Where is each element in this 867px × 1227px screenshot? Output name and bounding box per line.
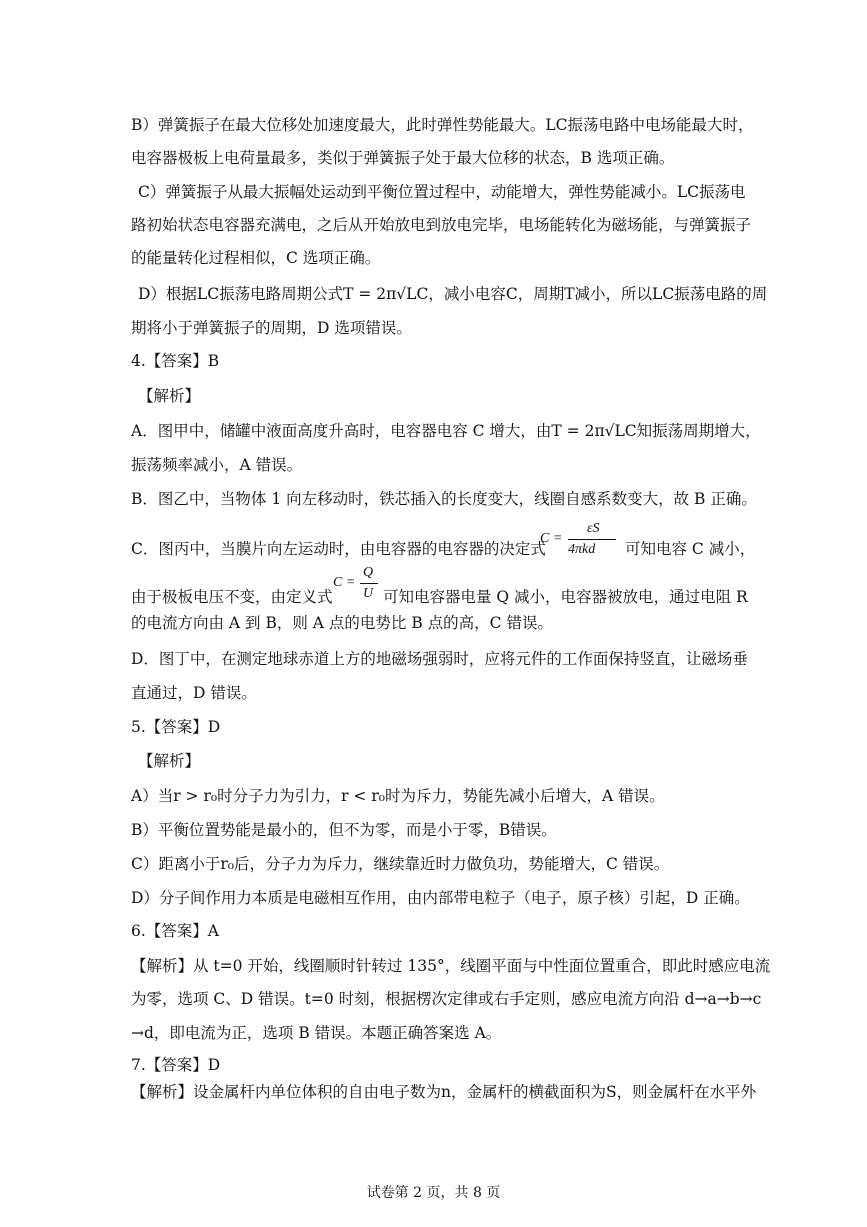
fraction-bar xyxy=(360,583,378,584)
text-line: D）根据LC振荡电路周期公式T = 2π√LC，减小电容C，周期T减小，所以LC振荡电路的周 xyxy=(138,285,768,303)
text-line: 【解析】设金属杆内单位体积的自由电子数为n，金属杆的横截面积为S，则金属杆在水平外 xyxy=(131,1083,757,1101)
answer-heading: 6.【答案】A xyxy=(131,922,219,940)
text-line: D．图丁中，在测定地球赤道上方的地磁场强弱时，应将元件的工作面保持竖直，让磁场垂 xyxy=(131,650,748,668)
formula-numerator: εS xyxy=(587,521,600,536)
page-footer: 试卷第 2 页，共 8 页 xyxy=(366,1185,501,1201)
text-line: D）分子间作用力本质是电磁相互作用，由内部带电粒子（电子，原子核）引起，D 正确。 xyxy=(131,889,750,907)
analysis-heading: 【解析】 xyxy=(138,752,201,770)
text-line: A）当r > r₀时分子力为引力，r < r₀时为斥力，势能先减小后增大，A 错误。 xyxy=(131,787,665,805)
text-line: 可知电容 C 减小， xyxy=(625,540,756,558)
text-line: C）弹簧振子从最大振幅处运动到平衡位置过程中，动能增大，弹性势能减小。LC振荡电 xyxy=(138,183,746,201)
capacitance-formula xyxy=(540,521,622,561)
fraction-bar xyxy=(568,539,616,540)
formula-lhs: C = xyxy=(540,531,563,546)
text-line: C．图丙中，当膜片向左运动时，由电容器的电容器的决定式 xyxy=(131,540,546,558)
text-line: B）弹簧振子在最大位移处加速度最大，此时弹性势能最大。LC振荡电路中电场能最大时， xyxy=(131,116,754,134)
text-line: 振荡频率减小，A 错误。 xyxy=(131,456,303,474)
text-line: 可知电容器电量 Q 减小，电容器被放电，通过电阻 R xyxy=(383,588,748,606)
text-line: 由于极板电压不变，由定义式 xyxy=(131,588,333,606)
formula-denominator: 4πkd xyxy=(568,542,596,557)
text-line: 电容器极板上电荷量最多，类似于弹簧振子处于最大位移的状态，B 选项正确。 xyxy=(131,149,675,167)
text-line: C）距离小于r₀后，分子力为斥力，继续靠近时力做负功，势能增大，C 错误。 xyxy=(131,855,670,873)
text-line: →d，即电流为正，选项 B 错误。本题正确答案选 A。 xyxy=(131,1024,502,1042)
text-line: 为零，选项 C、D 错误。t=0 时刻，根据楞次定律或右手定则，感应电流方向沿 d→a→b→c xyxy=(131,990,762,1008)
text-line: 的电流方向由 A 到 B，则 A 点的电势比 B 点的高，C 错误。 xyxy=(131,614,553,632)
answer-heading: 4.【答案】B xyxy=(131,352,220,370)
text-line: B．图乙中，当物体 1 向左移动时，铁芯插入的长度变大，线圈自感系数变大，故 B 正确。 xyxy=(131,490,757,508)
text-line: B）平衡位置势能是最小的，但不为零，而是小于零，B错误。 xyxy=(131,821,557,839)
text-line: 的能量转化过程相似，C 选项正确。 xyxy=(131,249,381,267)
formula-lhs: C = xyxy=(333,575,356,590)
text-line: 期将小于弹簧振子的周期，D 选项错误。 xyxy=(131,319,412,337)
text-line: 【解析】从 t=0 开始，线圈顺时针转过 135°，线圈平面与中性面位置重合，即此时感应电流 xyxy=(131,957,771,975)
text-line: 直通过，D 错误。 xyxy=(131,684,257,702)
answer-heading: 7.【答案】D xyxy=(131,1056,221,1074)
answer-heading: 5.【答案】D xyxy=(131,718,221,736)
text-line: A．图甲中，储罐中液面高度升高时，电容器电容 C 增大，由T = 2π√LC知振荡周期增大， xyxy=(131,422,761,440)
formula-numerator: Q xyxy=(363,565,374,580)
formula-denominator: U xyxy=(363,586,374,601)
text-line: 路初始状态电容器充满电，之后从开始放电到放电完毕，电场能转化为磁场能，与弹簧振子 xyxy=(131,216,752,234)
definition-formula xyxy=(333,565,381,605)
analysis-heading: 【解析】 xyxy=(138,387,201,405)
